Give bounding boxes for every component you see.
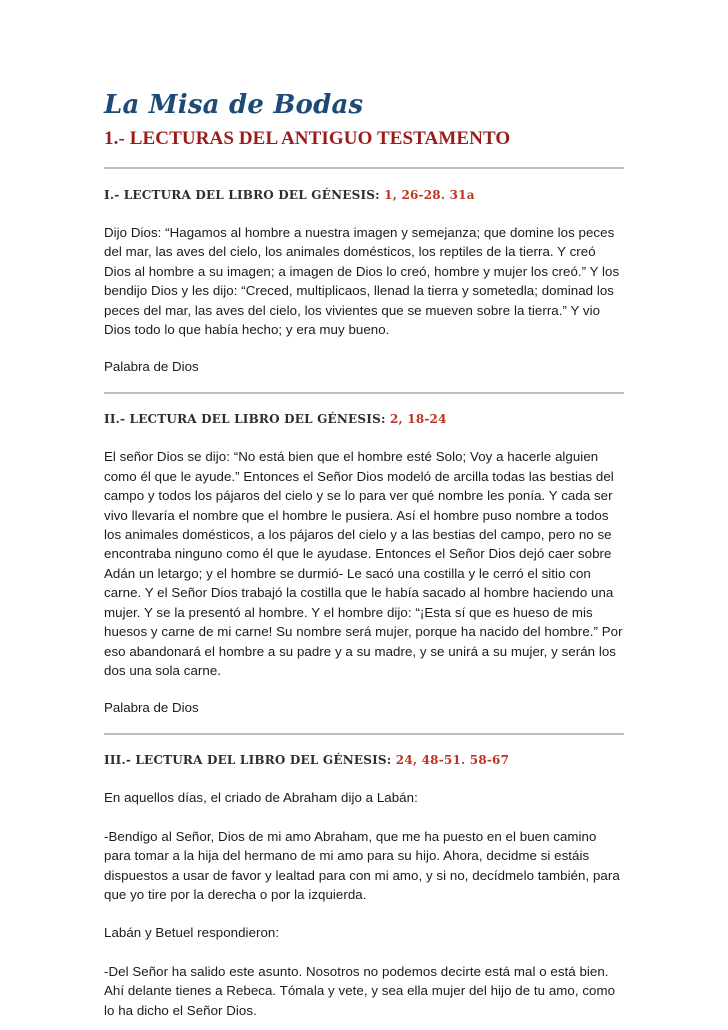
reading-heading-label: II.- LECTURA DEL LIBRO DEL GÉNESIS: [104,412,386,427]
reading-paragraph: Labán y Betuel respondieron: [104,925,280,941]
divider [104,167,624,169]
closing-line: Palabra de Dios [104,700,199,716]
reading-paragraph: En aquellos días, el criado de Abraham dijo a Labán: [104,790,418,806]
reading-reference: 2, 18-24 [389,412,447,427]
closing-line: Palabra de Dios [104,359,199,375]
reading-heading [104,410,624,428]
reading-heading [104,186,624,204]
reading-paragraph: Dijo Dios: “Hagamos al hombre a nuestra imagen y semejanza; que domine los peces del mar, las aves del cielo, los animales domésticos, los reptiles de la tierra. Y creó Dios al hombre a su imagen; a imagen de Dios lo creó, hombre y mujer los creó.” Y los bendijo Dios y les dijo: “Creced, multiplicaos, llenad la tierra y sometedla; dominad los peces del mar, las aves del cielo, los vivientes que se mueven sobre la tierra.” Y vio Dios todo lo que había hecho; y era muy bueno. [104,225,620,338]
reading-paragraph: El señor Dios se dijo: “No está bien que el hombre esté Solo; Voy a hacerle alguien como él que le ayude.” Entonces el Señor Dios modeló de arcilla todas las bestias del campo y todos los pájaros del cielo y se lo para ver qué nombre les ponía. Y cada ser vivo llevaría el nombre que el hombre le pusiera. Así el hombre puso nombre a todos los animales domésticos, a los pájaros del cielo y a las bestias del campo, pero no se encontraba ninguno como él que le ayudase. Entonces el Señor Dios dejó caer sobre Adán un letargo; y el hombre se durmió- Le sacó una costilla y le cerró el sitio con carne. Y el Señor Dios trabajó la costilla que le había sacado al hombre haciendo una mujer. Y se la presentó al hombre. Y el hombre dijo: “¡Esta sí que es hueso de mis huesos y carne de mi carne! Su nombre será mujer, porque ha nacido del hombre.” Por eso abandonará el hombre a su padre y a su madre, y se unirá a su mujer, y serán los dos una sola carne. [104,449,623,678]
reading-reference: 1, 26-28. 31a [384,188,475,202]
divider [104,733,624,735]
reading-heading-label: III.- LECTURA DEL LIBRO DEL GÉNESIS: [104,753,392,768]
reading-heading [104,751,624,769]
reading-2 [104,410,624,717]
section-title: 1.- LECTURAS DEL ANTIGUO TESTAMENTO [104,128,511,149]
reading-reference: 24, 48-51. 58-67 [395,753,510,768]
document-page [104,85,624,1020]
divider [104,392,624,394]
reading-1 [104,186,624,376]
reading-3 [104,751,624,1020]
document-title: La Misa de Bodas [104,90,364,120]
reading-paragraph: -Del Señor ha salido este asunto. Nosotros no podemos decirte está mal o está bien. Ahí delante tienes a Rebeca. Tómala y vete, y sea ella mujer del hijo de tu amo, como lo ha dicho el Señor Dios. [104,963,616,1018]
reading-heading-label: I.- LECTURA DEL LIBRO DEL GÉNESIS: [104,188,380,202]
reading-paragraph: -Bendigo al Señor, Dios de mi amo Abraham, que me ha puesto en el buen camino para tomar a la hija del hermano de mi amo para su hijo. Ahora, decidme si estáis dispuestos a usar de favor y lealtad para con mi amo, y si no, decídmelo también, para que yo tire por la derecha o por la izquierda. [104,828,620,902]
